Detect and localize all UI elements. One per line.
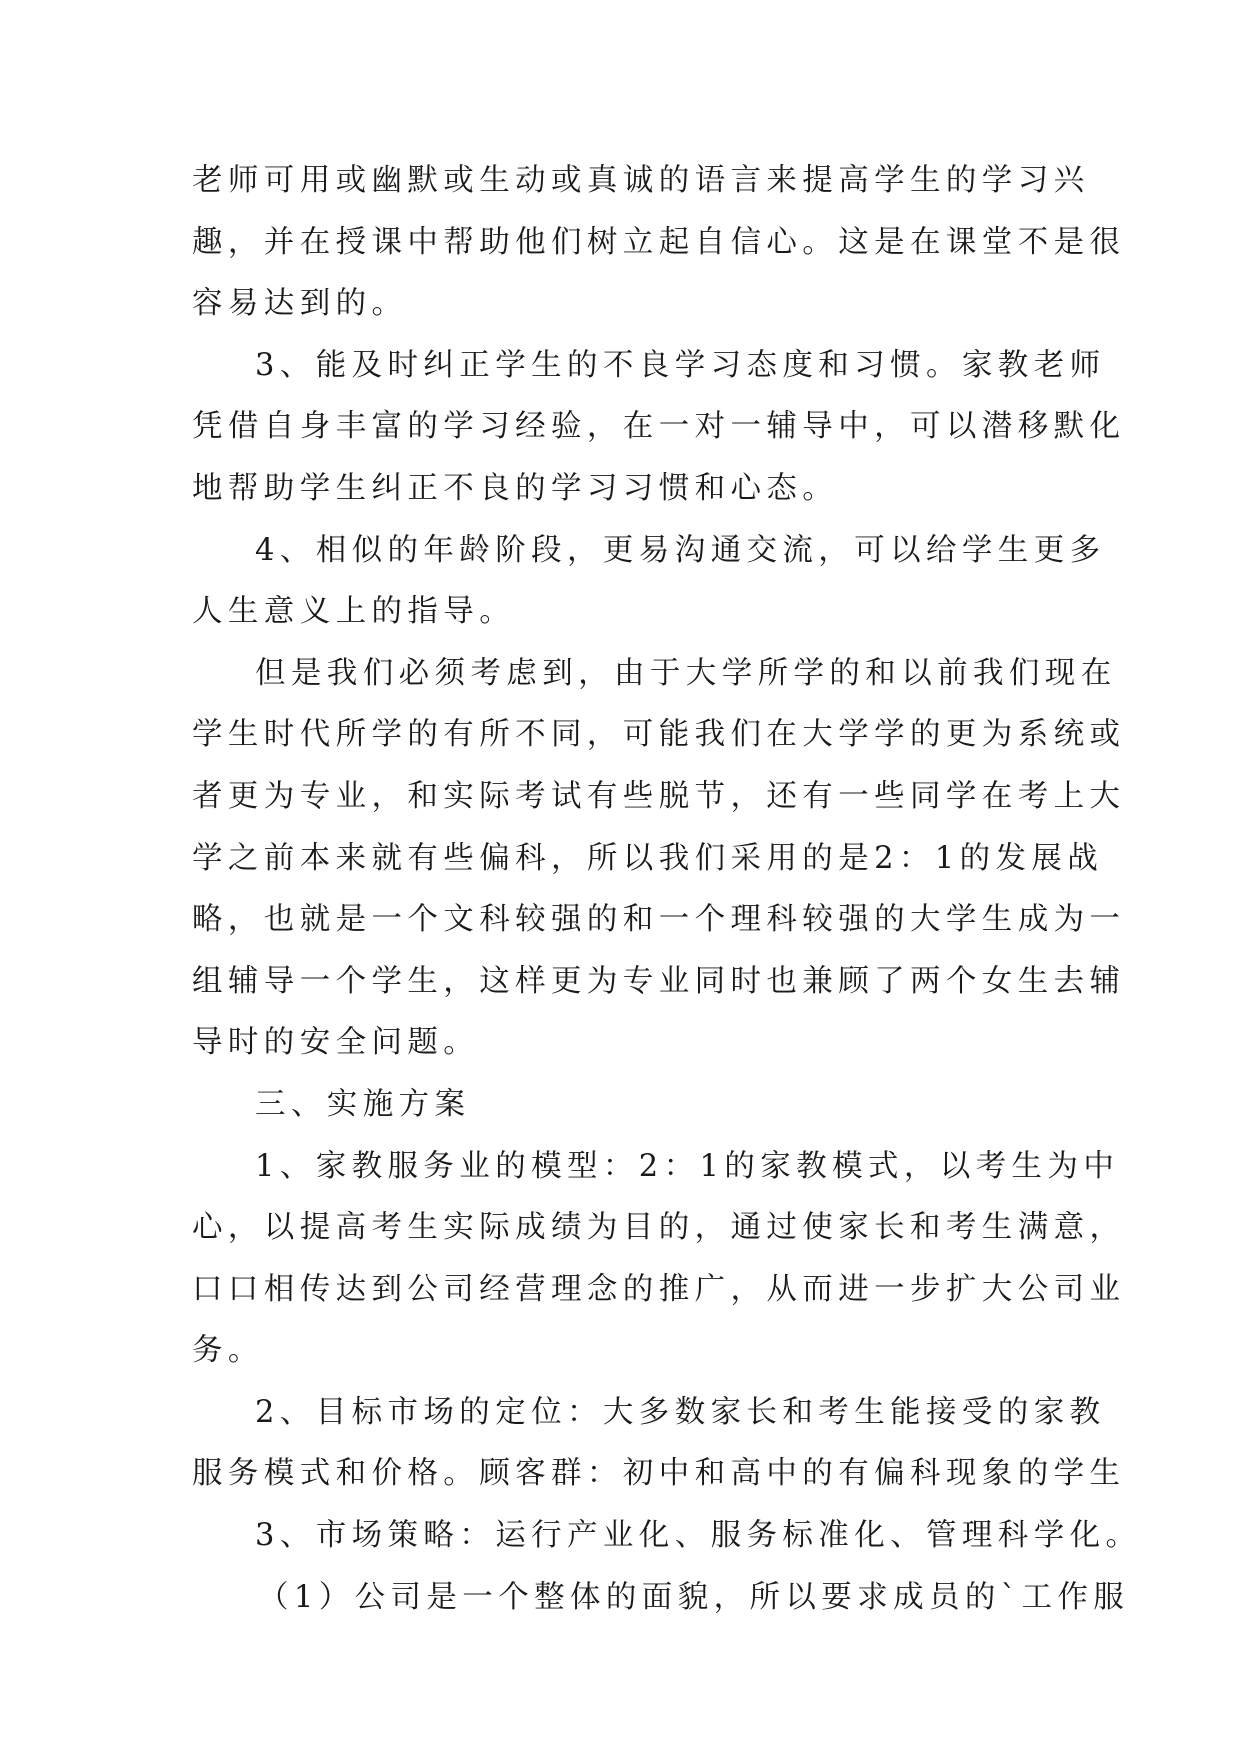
text-line: 组辅导一个学生，这样更为专业同时也兼顾了两个女生去辅 xyxy=(192,963,1126,999)
text-line: 服务模式和价格。顾客群：初中和高中的有偏科现象的学生 xyxy=(192,1456,1126,1492)
text-line: 但是我们必须考虑到，由于大学所学的和以前我们现在 xyxy=(255,655,1117,691)
text-line: 4、相似的年龄阶段，更易沟通交流，可以给学生更多 xyxy=(255,532,1106,568)
text-line: 学之前本来就有些偏科，所以我们采用的是2：1的发展战 xyxy=(192,840,1104,876)
text-line: 3、市场策略：运行产业化、服务标准化、管理科学化。 xyxy=(255,1518,1142,1554)
text-line: 务。 xyxy=(192,1333,264,1369)
text-line: 口口相传达到公司经营理念的推广，从而进一步扩大公司业 xyxy=(192,1271,1126,1307)
text-line: 老师可用或幽默或生动或真诚的语言来提高学生的学习兴 xyxy=(192,163,1090,198)
text-line: 1、家教服务业的模型：2：1的家教模式，以考生为中 xyxy=(255,1148,1120,1184)
text-line: 心，以提高考生实际成绩为目的，通过使家长和考生满意， xyxy=(192,1210,1126,1246)
section-heading: 三、实施方案 xyxy=(255,1086,471,1122)
document-body xyxy=(192,160,1142,1638)
text-line: 2、目标市场的定位：大多数家长和考生能接受的家教 xyxy=(255,1394,1106,1430)
text-line: 导时的安全问题。 xyxy=(192,1025,480,1061)
text-line: 3、能及时纠正学生的不良学习态度和习惯。家教老师 xyxy=(255,347,1106,383)
text-line: 略，也就是一个文科较强的和一个理科较强的大学生成为一 xyxy=(192,902,1126,938)
text-line: 地帮助学生纠正不良的学习习惯和心态。 xyxy=(192,470,839,506)
text-line: 学生时代所学的有所不同，可能我们在大学学的更为系统或 xyxy=(192,717,1126,753)
text-line: 容易达到的。 xyxy=(192,286,408,322)
text-line: 人生意义上的指导。 xyxy=(192,594,516,630)
text-line: （1）公司是一个整体的面貌，所以要求成员的`工作服 xyxy=(258,1579,1130,1615)
text-line: 凭借自身丰富的学习经验，在一对一辅导中，可以潜移默化 xyxy=(192,409,1126,445)
text-line: 者更为专业，和实际考试有些脱节，还有一些同学在考上大 xyxy=(192,778,1126,814)
text-line: 趣，并在授课中帮助他们树立起自信心。这是在课堂不是很 xyxy=(192,224,1126,260)
